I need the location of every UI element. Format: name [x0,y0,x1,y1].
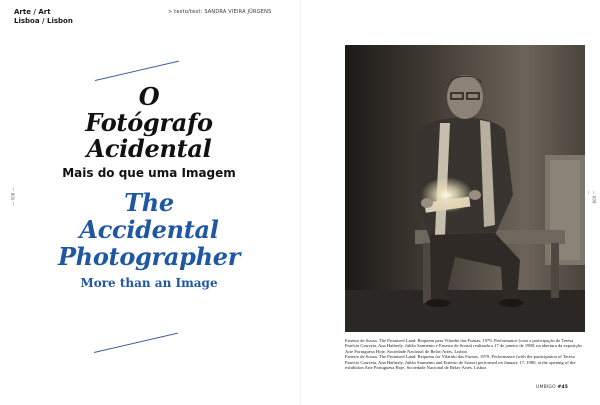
folio-right: — 009 — [586,190,597,204]
title-portuguese [40,84,258,162]
page-footer [536,385,568,390]
folio-left: — 008 — [10,187,16,206]
title-en-line-1: The [124,188,174,217]
subtitle-portuguese: Mais do que uma Imagem [62,166,236,180]
caption-english: Ernesto de Sousa, The Promised Land: Requiem for Vilariño das Furnas, 1979. Performance (with the participation of Teresa Patrício Gouveia, Ana Hatherly, Julião Sarmento and Ernesto de Sousa) performed on January 17, 1980, at the opening of the exhibition Arte Portuguesa Hoje, Sociedade Nacional de Belas-Artes, Lisboa [345,354,576,371]
performance-photograph [345,45,585,332]
issue-number: #45 [557,385,569,390]
photograph-illustration [345,45,585,332]
section-line-1: Arte / Art [14,8,51,16]
decorative-rule-bottom [94,333,178,353]
photo-caption [345,338,585,370]
magazine-name: UMBIGO [536,385,556,390]
title-en-line-2: Accidental [79,215,219,244]
title-english [40,189,258,270]
section-tag [14,8,73,26]
title-pt-line-1: O [138,82,160,111]
title-pt-line-2: Fotógrafo [85,108,213,137]
caption-portuguese: Ernesto de Sousa, The Promised Land: Requiem para Vilariño das Furnas, 1979. Performance (com a participação de Teresa Patrício Gouveia, Ana Hatherly, Julião Sarmento e Ernesto de Sousa) realizada a 17 de janeiro de 1980, na abertura da exposição Arte Portuguesa Hoje, Sociedade Nacional de Belas-Artes, Lisboa [345,338,582,354]
title-en-line-3: Photographer [57,242,241,271]
author-credit: > texto/text: SANDRA VIEIRA JÜRGENS [168,9,272,15]
page-gutter [300,0,301,405]
title-pt-line-3: Acidental [86,134,212,163]
section-line-2: Lisboa / Lisbon [14,17,73,25]
subtitle-english: More than an Image [80,276,218,290]
decorative-rule-top [95,61,179,81]
title-block [40,84,258,291]
